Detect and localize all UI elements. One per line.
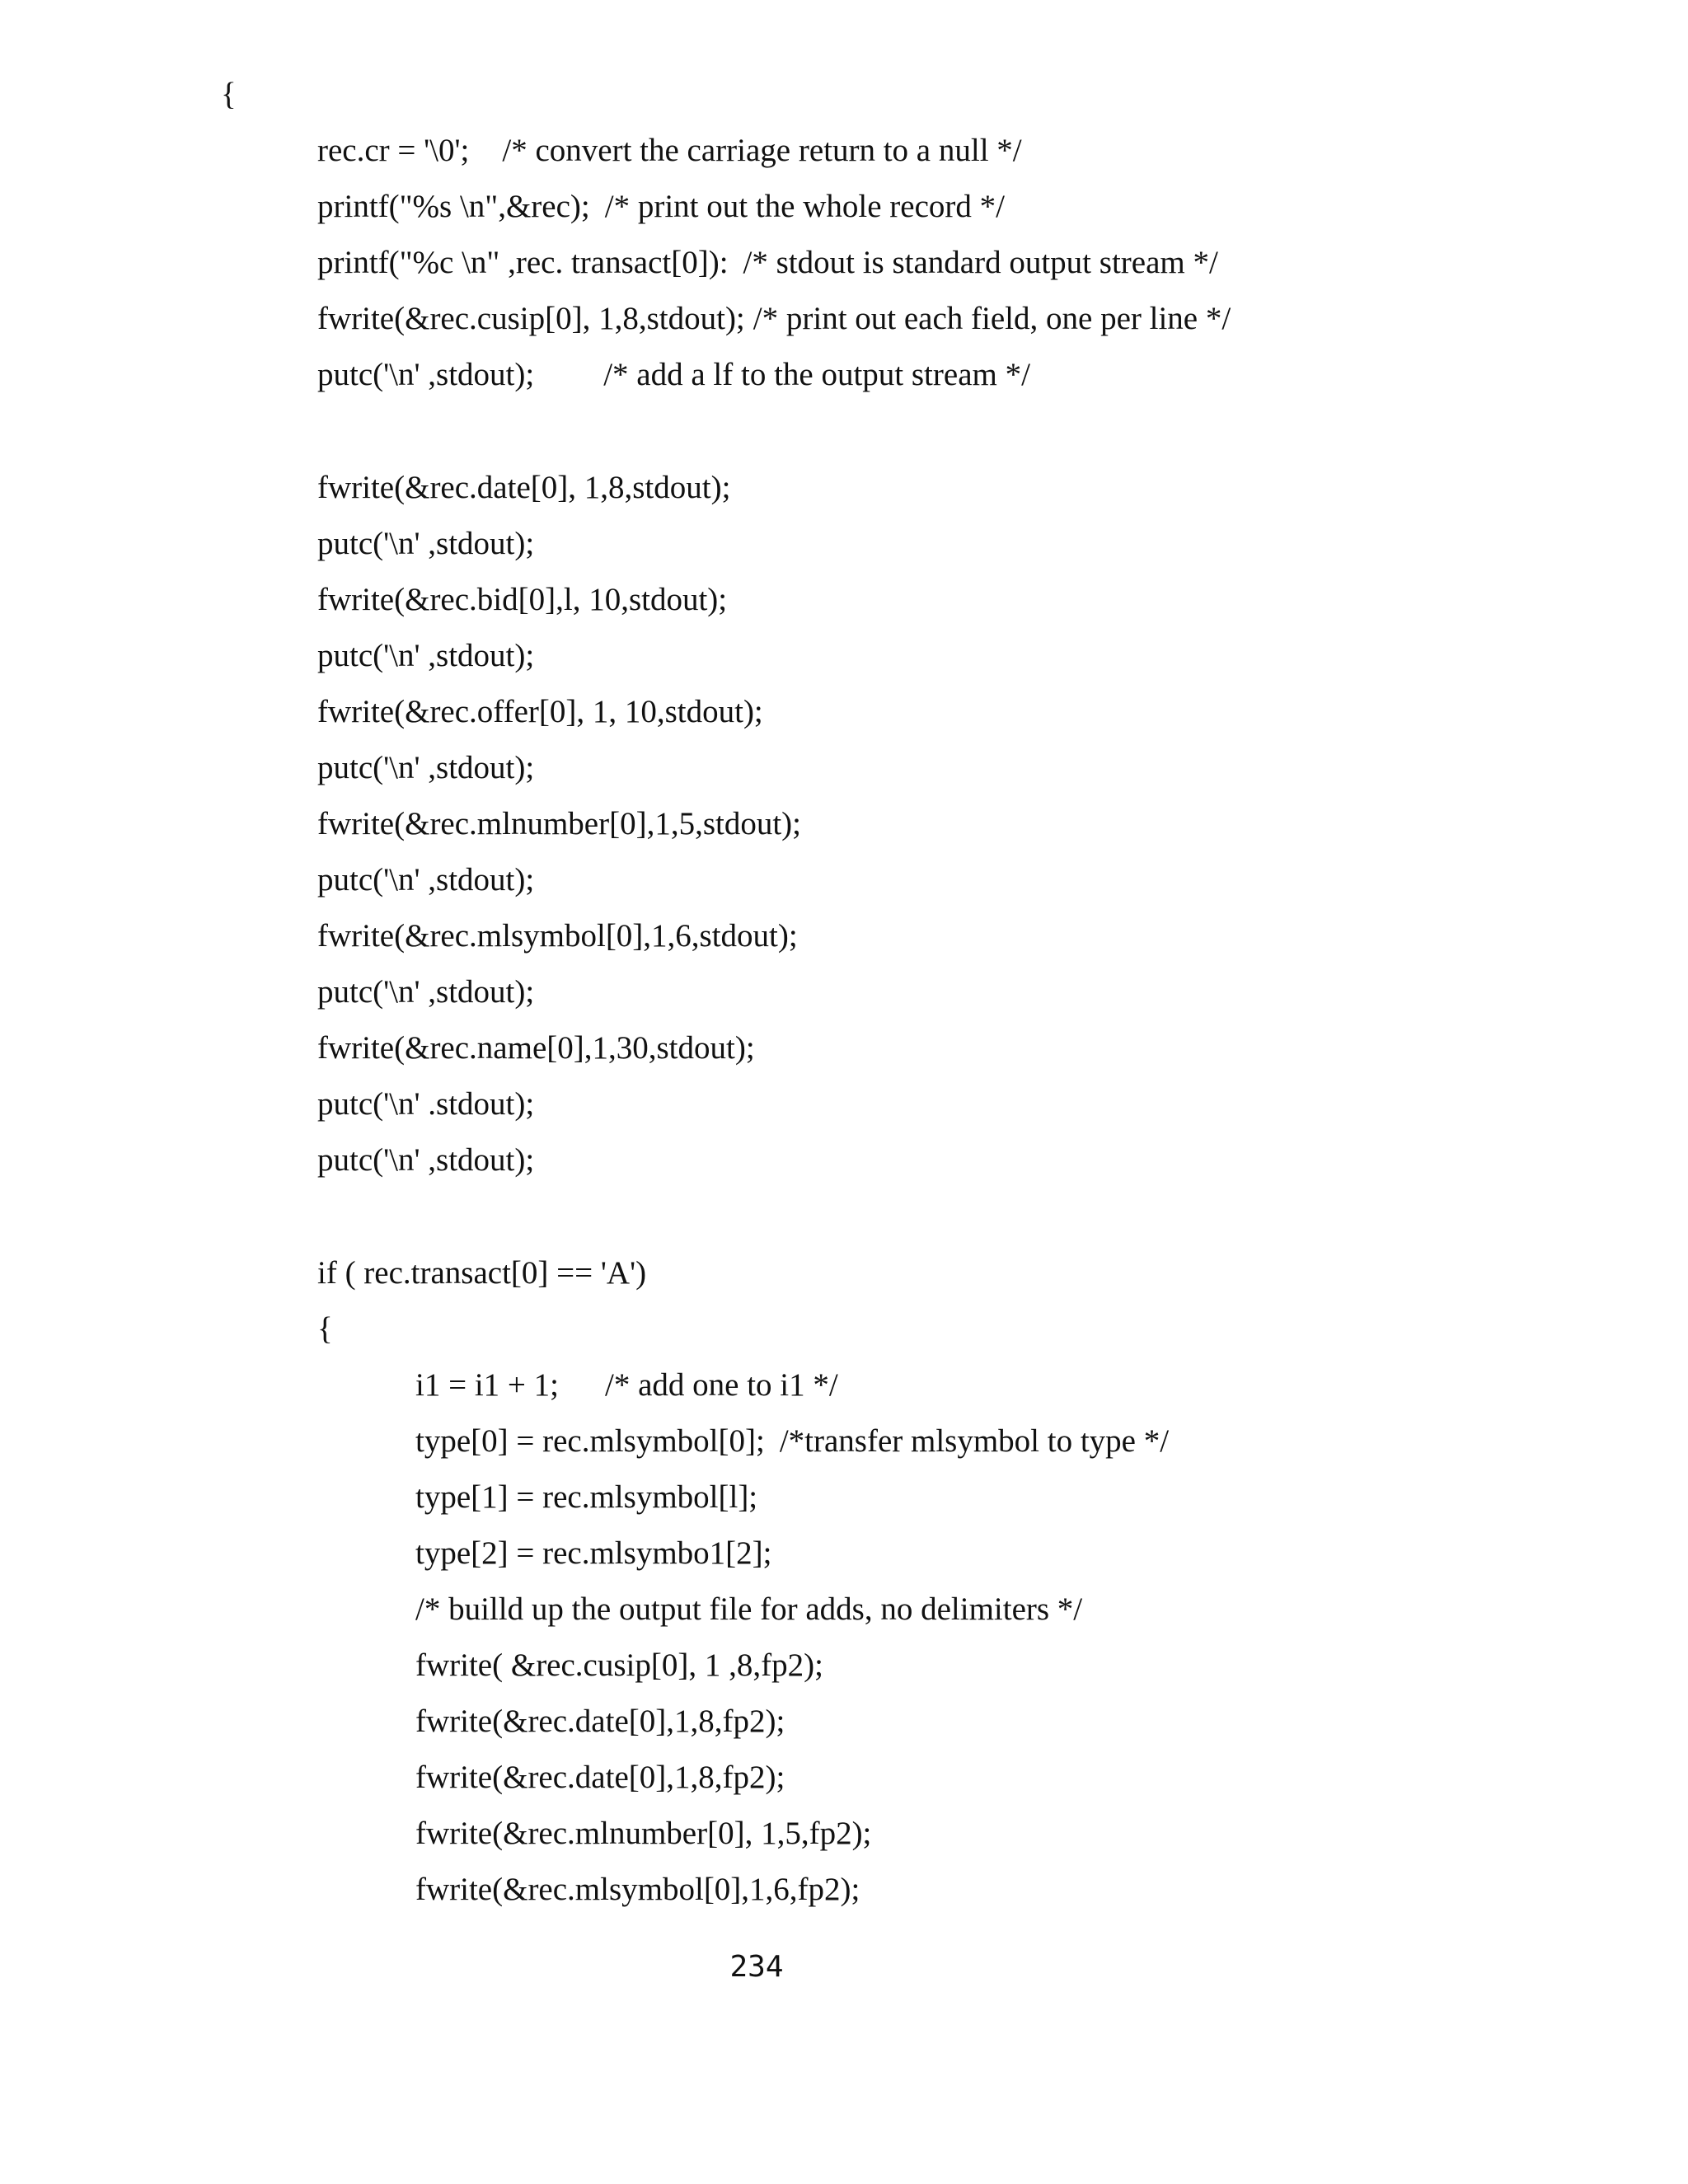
code-line	[317, 356, 1030, 394]
code-line: fwrite(&rec.bid[0],l, 10,stdout);	[317, 582, 728, 617]
code-line	[317, 244, 1218, 282]
code-line: fwrite(&rec.date[0],1,8,fp2);	[415, 1704, 785, 1739]
code-comment: /*transfer mlsymbol to type */	[779, 1423, 1170, 1459]
code-line: putc('\n' ,stdout);	[317, 638, 535, 673]
code-comment: /* print out each field, one per line */	[753, 301, 1231, 336]
code-line: putc('\n' ,stdout);	[317, 974, 535, 1010]
code-open-brace: {	[317, 1311, 333, 1347]
code-comment: /* add a lf to the output stream */	[603, 357, 1030, 392]
code-line	[415, 1366, 838, 1404]
code-line: type[2] = rec.mlsymbo1[2];	[415, 1535, 772, 1571]
code-line: fwrite(&rec.mlsymbol[0],1,6,fp2);	[415, 1872, 860, 1907]
code-line: putc('\n' ,stdout);	[317, 862, 535, 898]
code-comment: /* add one to i1 */	[605, 1367, 838, 1403]
code-comment: /* convert the carriage return to a null */	[502, 133, 1022, 168]
code-line: type[1] = rec.mlsymbol[l];	[415, 1479, 758, 1515]
code-line: fwrite(&rec.mlsymbol[0],1,6,stdout);	[317, 918, 798, 954]
code-text: printf("%c \n" ,rec. transact[0]):	[317, 245, 729, 280]
code-line	[317, 132, 1022, 170]
page-number: 234	[729, 1950, 784, 1984]
code-text: printf("%s \n",&rec);	[317, 189, 590, 224]
code-line: putc('\n' ,stdout);	[317, 1142, 535, 1178]
code-text: putc('\n' ,stdout);	[317, 357, 535, 392]
code-line: if ( rec.transact[0] == 'A')	[317, 1255, 647, 1291]
code-comment-line: /* builld up the output file for adds, no delimiters */	[415, 1591, 1083, 1627]
code-line: fwrite(&rec.mlnumber[0],1,5,stdout);	[317, 806, 801, 841]
code-line	[317, 300, 1231, 338]
code-comment: /* stdout is standard output stream */	[743, 245, 1218, 280]
code-line: putc('\n' .stdout);	[317, 1086, 535, 1122]
code-text: rec.cr = '\0';	[317, 133, 470, 168]
code-line: putc('\n' ,stdout);	[317, 750, 535, 785]
code-line: fwrite( &rec.cusip[0], 1 ,8,fp2);	[415, 1647, 823, 1683]
code-line: fwrite(&rec.mlnumber[0], 1,5,fp2);	[415, 1816, 872, 1851]
code-line: putc('\n' ,stdout);	[317, 526, 535, 561]
code-open-brace: {	[221, 77, 237, 112]
code-line: fwrite(&rec.date[0],1,8,fp2);	[415, 1760, 785, 1795]
code-line: fwrite(&rec.offer[0], 1, 10,stdout);	[317, 694, 763, 729]
code-comment: /* print out the whole record */	[604, 189, 1005, 224]
code-line: fwrite(&rec.date[0], 1,8,stdout);	[317, 470, 731, 505]
code-line	[415, 1422, 1169, 1460]
code-text: i1 = i1 + 1;	[415, 1367, 559, 1403]
code-line: fwrite(&rec.name[0],1,30,stdout);	[317, 1030, 755, 1066]
code-text: fwrite(&rec.cusip[0], 1,8,stdout);	[317, 301, 745, 336]
code-line	[317, 188, 1005, 226]
code-text: type[0] = rec.mlsymbol[0];	[415, 1423, 765, 1459]
